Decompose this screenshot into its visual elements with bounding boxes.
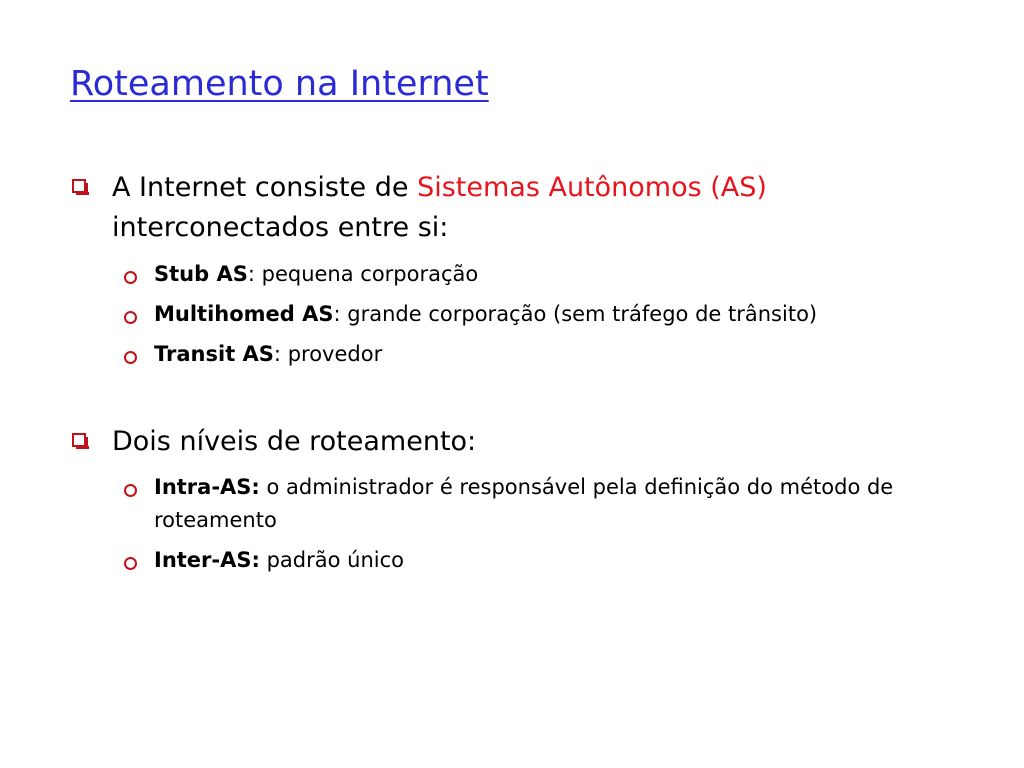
sub-item-intra-as bbox=[124, 471, 984, 537]
sub-item-term: Stub AS bbox=[154, 262, 248, 286]
sub-item-desc: padrão único bbox=[266, 548, 404, 572]
sub-item-separator bbox=[260, 548, 267, 572]
sub-item-separator: : bbox=[247, 262, 262, 286]
sub-item-text bbox=[154, 471, 984, 537]
bullet-text bbox=[112, 168, 992, 248]
circle-bullet-icon bbox=[124, 311, 137, 324]
sub-item-desc: provedor bbox=[287, 342, 383, 366]
sub-item-multihomed-as bbox=[124, 298, 984, 331]
sub-item-inter-as bbox=[124, 544, 984, 577]
slide-title: Roteamento na Internet bbox=[70, 64, 489, 104]
circle-bullet-icon bbox=[124, 484, 137, 497]
sub-item-text bbox=[154, 298, 984, 331]
sub-item-term: Intra-AS: bbox=[154, 475, 260, 499]
circle-bullet-icon bbox=[124, 351, 137, 364]
bullet-text: Dois níveis de roteamento: bbox=[112, 426, 477, 457]
sub-item-term: Inter-AS: bbox=[154, 548, 260, 572]
square-bullet-icon bbox=[72, 179, 86, 193]
sub-item-separator: : bbox=[333, 302, 348, 326]
bullet-text-continuation: interconectados entre si: bbox=[112, 212, 449, 243]
sub-item-separator bbox=[260, 475, 267, 499]
sub-item-desc: o administrador é responsável pela definição do método de roteamento bbox=[154, 475, 894, 532]
bullet-routing-levels bbox=[72, 422, 992, 462]
bullet-text-intro: A Internet consiste de bbox=[112, 172, 418, 203]
sub-item-text bbox=[154, 544, 984, 577]
sub-item-transit-as bbox=[124, 338, 984, 371]
sub-item-term: Transit AS bbox=[154, 342, 274, 366]
circle-bullet-icon bbox=[124, 557, 137, 570]
sub-item-term: Multihomed AS bbox=[154, 302, 334, 326]
sub-item-desc: grande corporação (sem tráfego de trânsito) bbox=[347, 302, 818, 326]
sub-item-text bbox=[154, 258, 984, 291]
sub-item-separator: : bbox=[273, 342, 288, 366]
bullet-text-highlight: Sistemas Autônomos (AS) bbox=[417, 172, 767, 203]
circle-bullet-icon bbox=[124, 271, 137, 284]
sub-item-desc: pequena corporação bbox=[261, 262, 479, 286]
sub-item-text bbox=[154, 338, 984, 371]
bullet-as-definition bbox=[72, 168, 992, 248]
sub-item-stub-as bbox=[124, 258, 984, 291]
square-bullet-icon bbox=[72, 433, 86, 447]
